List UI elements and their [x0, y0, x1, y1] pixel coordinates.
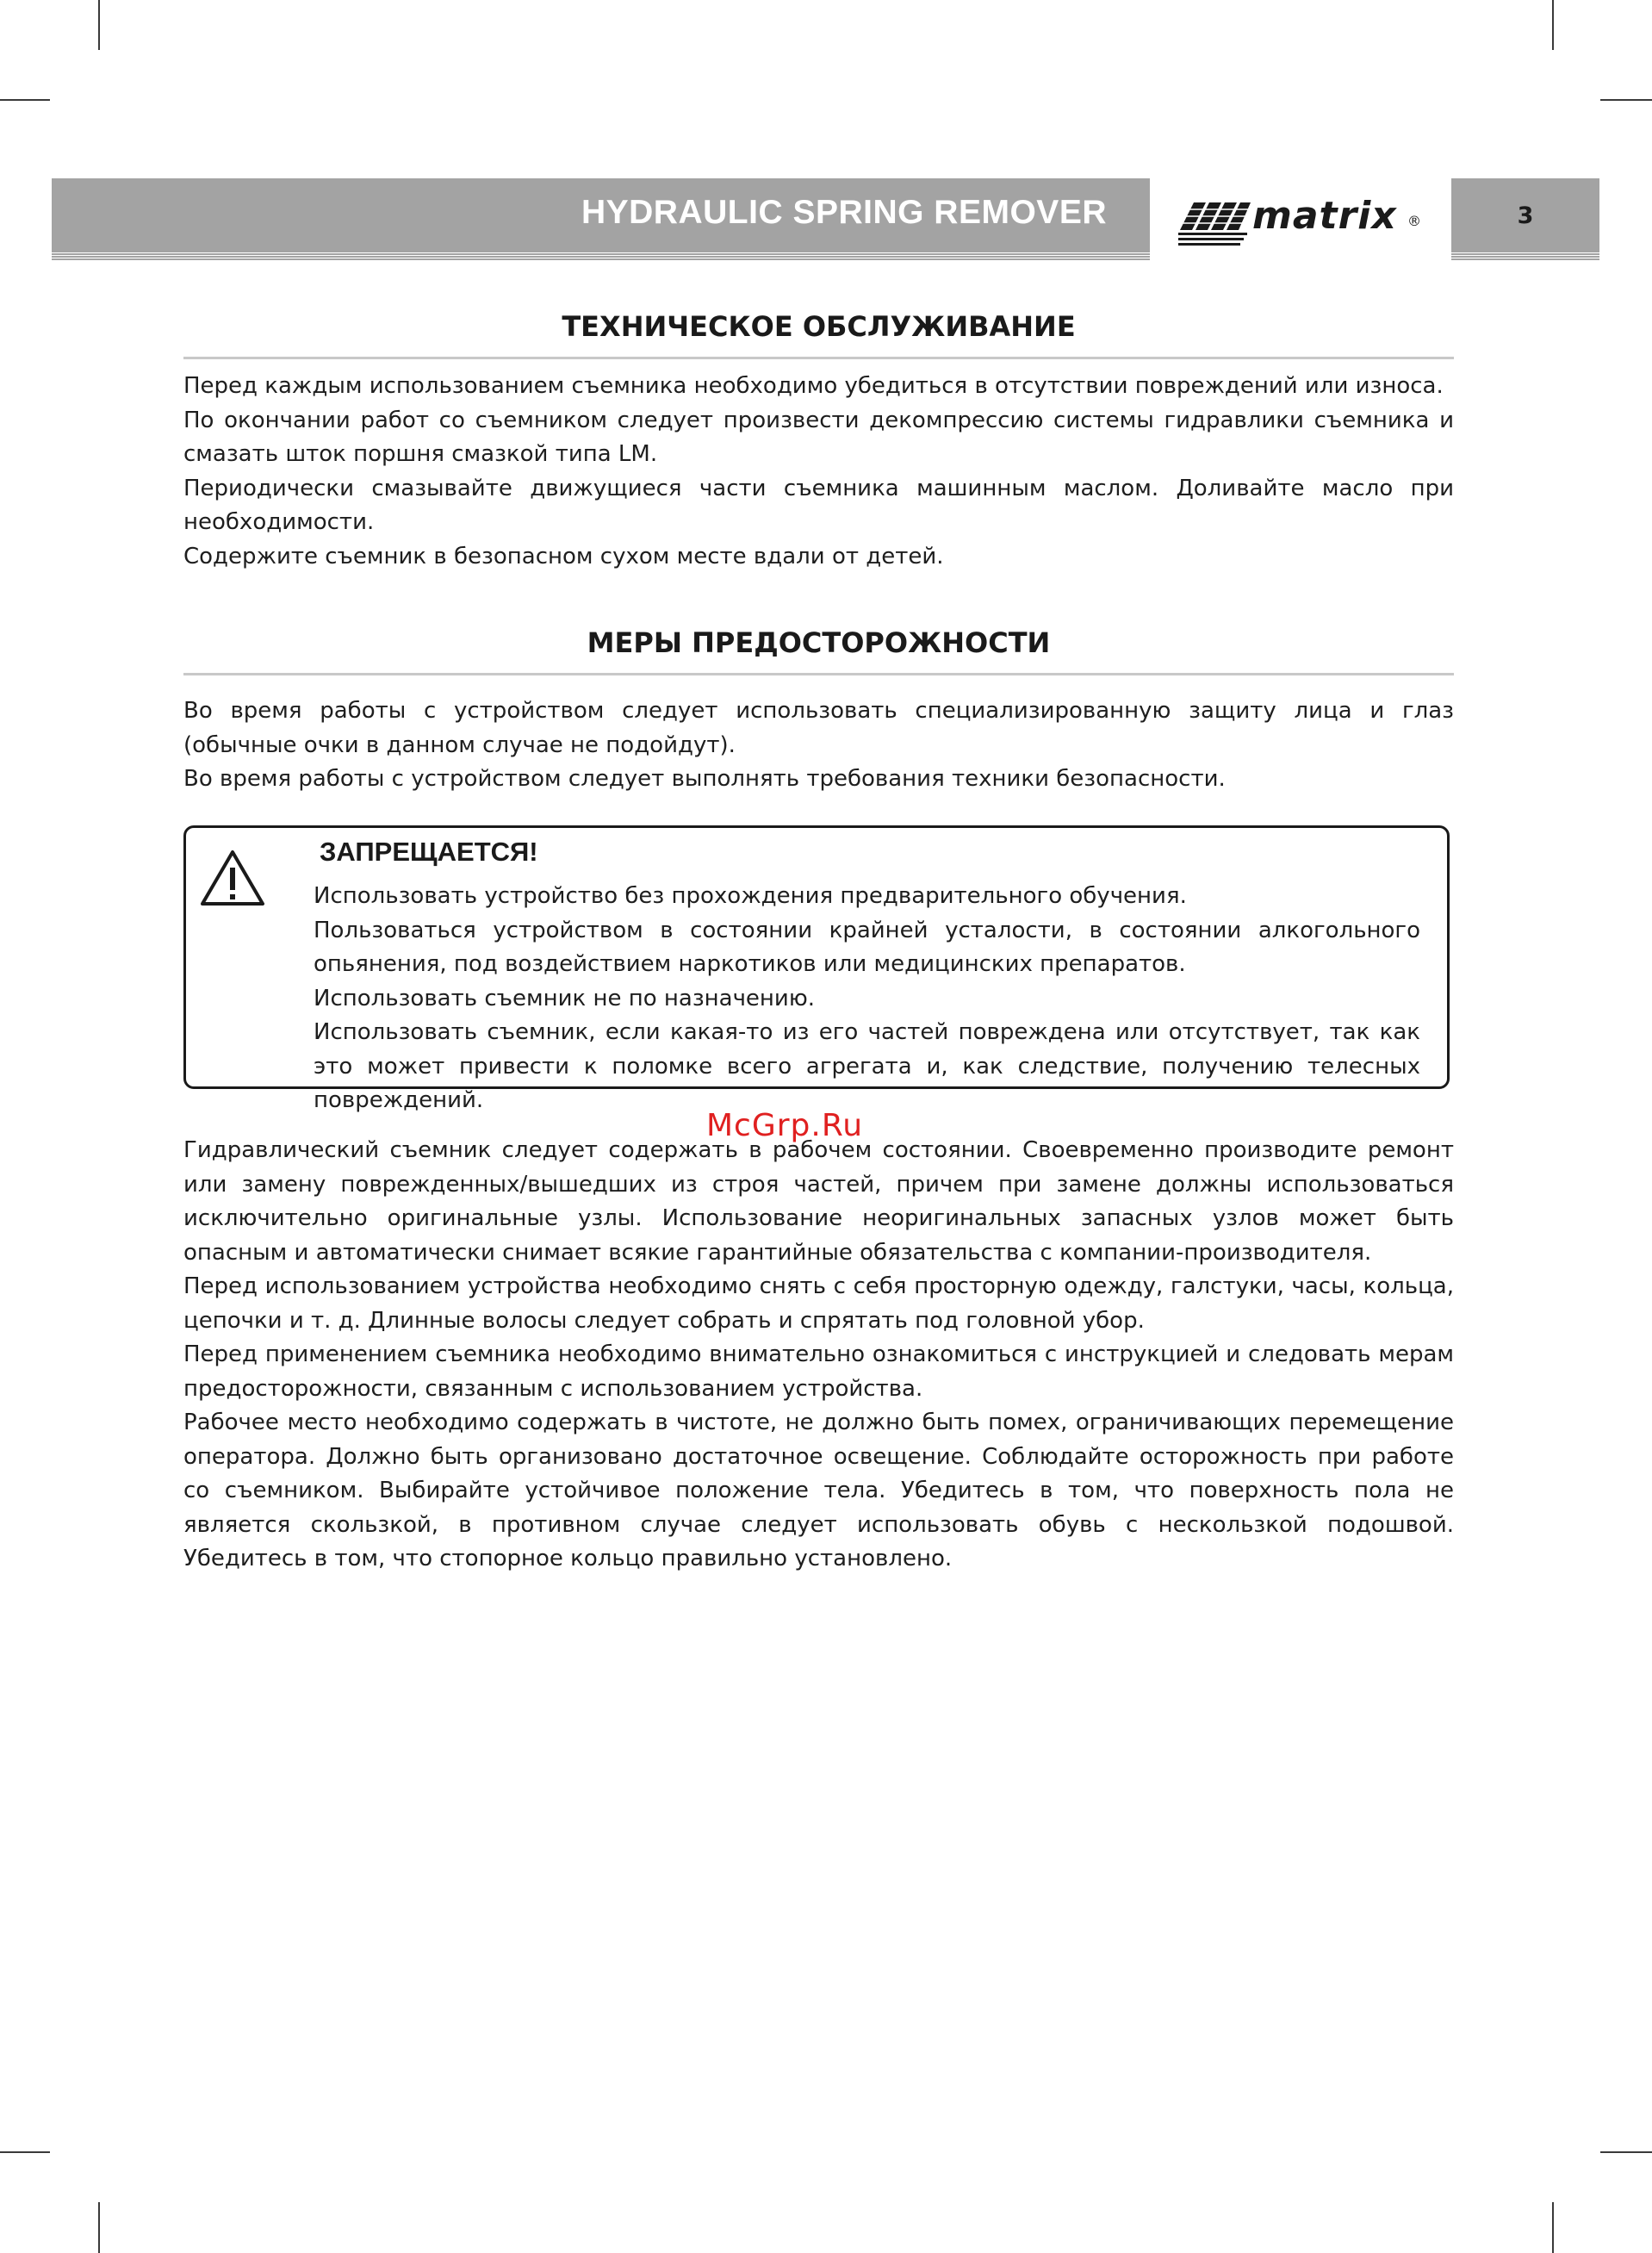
- crop-mark: [0, 2151, 50, 2153]
- page-number-tab: [1451, 178, 1599, 261]
- crop-mark: [1600, 99, 1652, 101]
- crop-mark: [0, 99, 50, 101]
- paragraph: Содержите съемник в безопасном сухом месте вдали от детей.: [183, 543, 944, 569]
- crop-mark: [1552, 0, 1554, 50]
- paragraph: Периодически смазывайте движущиеся части съемника машинным маслом. Доливайте масло при необходимости.: [183, 475, 1454, 535]
- precautions-text: [183, 694, 1454, 797]
- section-divider: [183, 673, 1454, 675]
- paragraph: По окончании работ со съемником следует произвести декомпрессию системы гидравлики съемника и смазать шток поршня смазкой типа LM.: [183, 407, 1454, 467]
- prohibition-item: Использовать съемник не по назначению.: [314, 985, 815, 1011]
- registered-mark: ®: [1407, 213, 1421, 229]
- crop-mark: [98, 0, 100, 50]
- paragraph: Перед использованием устройства необходимо снять с себя просторную одежду, галстуки, часы, кольца, цепочки и т. д. Длинные волосы следует собрать и спрятать под головной убор.: [183, 1273, 1454, 1334]
- document-title: HYDRAULIC SPRING REMOVER: [581, 194, 1107, 231]
- brand-name: matrix: [1252, 194, 1397, 238]
- paragraph: Во время работы с устройством следует выполнять требования техники безопасности.: [183, 766, 1226, 792]
- brand-logo: [1177, 194, 1435, 247]
- prohibition-item: Использовать съемник, если какая-то из его частей повреждена или отсутствует, так как это может привести к поломке всего агрегата и, как следствие, получению телесных повреждений.: [314, 1019, 1420, 1113]
- header-band: [52, 178, 1150, 261]
- warning-triangle-icon: [198, 847, 267, 909]
- precautions-heading: МЕРЫ ПРЕДОСТОРОЖНОСТИ: [587, 626, 1051, 659]
- paragraph: Во время работы с устройством следует использовать специализированную защиту лица и глаз (обычные очки в данном случае не подойдут).: [183, 698, 1454, 758]
- prohibition-title: ЗАПРЕЩАЕТСЯ!: [320, 837, 538, 867]
- paragraph: Гидравлический съемник следует содержать в рабочем состоянии. Своевременно производите ремонт или замену поврежденных/вышедших из строя частей, причем при замене должны использоваться исключительно оригинальные узлы. Использование неоригинальных запасных узлов может быть опасным и автоматически снимает всякие гарантийные обязательства с компании-производителя.: [183, 1137, 1454, 1266]
- crop-mark: [98, 2202, 100, 2253]
- header-stripes: [52, 252, 1150, 261]
- prohibition-box: [183, 825, 1450, 1113]
- paragraph: Перед применением съемника необходимо внимательно ознакомиться с инструкцией и следовать мерам предосторожности, связанным с использованием устройства.: [183, 1341, 1454, 1402]
- maintenance-text: [183, 370, 1454, 574]
- prohibition-item: Пользоваться устройством в состоянии крайней усталости, в состоянии алкогольного опьянения, под воздействием наркотиков или медицинских препаратов.: [314, 917, 1420, 977]
- crop-mark: [1552, 2202, 1554, 2253]
- page-tab-stripes: [1451, 252, 1599, 261]
- maintenance-heading: ТЕХНИЧЕСКОЕ ОБСЛУЖИВАНИЕ: [562, 310, 1076, 343]
- body-text: [183, 1134, 1454, 1577]
- crop-mark: [1600, 2151, 1652, 2153]
- page-number: 3: [1517, 202, 1534, 229]
- section-divider: [183, 357, 1454, 359]
- prohibition-item: Использовать устройство без прохождения предварительного обучения.: [314, 883, 1187, 909]
- matrix-logo-icon: [1177, 196, 1251, 249]
- paragraph: Рабочее место необходимо содержать в чистоте, не должно быть помех, ограничивающих перемещение оператора. Должно быть организовано достаточное освещение. Соблюдайте осторожность при работе со съемником. Выбирайте устойчивое положение тела. Убедитесь в том, что поверхность пола не является скользкой, в противном случае следует использовать обувь с нескользкой подошвой. Убедитесь в том, что стопорное кольцо правильно установлено.: [183, 1410, 1454, 1571]
- prohibition-list: [314, 880, 1420, 1118]
- paragraph: Перед каждым использованием съемника необходимо убедиться в отсутствии повреждений или износа.: [183, 373, 1444, 399]
- watermark: McGrp.Ru: [706, 1108, 864, 1143]
